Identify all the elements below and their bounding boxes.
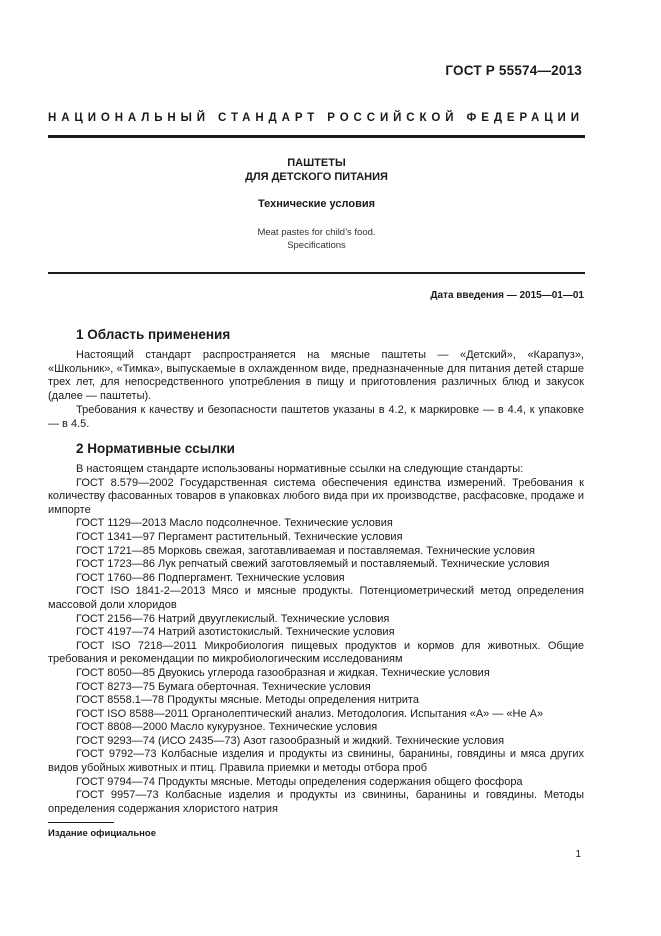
reference-item: ГОСТ ISO 7218—2011 Микробиология пищевых продуктов и кормов для животных. Общие требования и рекомендации по микробиологическим исследованиям bbox=[48, 639, 584, 666]
footer-divider bbox=[48, 822, 114, 823]
references-intro: В настоящем стандарте использованы нормативные ссылки на следующие стандарты: bbox=[76, 463, 524, 475]
reference-item: ГОСТ ISO 8588—2011 Органолептический анализ. Методология. Испытания «А» — «Не А» bbox=[76, 707, 544, 720]
reference-item: ГОСТ ISO 1841-2—2013 Мясо и мясные продукты. Потенциометрический метод определения массовой доли хлоридов bbox=[48, 585, 584, 611]
section1-paragraph1 bbox=[48, 349, 584, 403]
reference-item: ГОСТ 8808—2000 Масло кукурузное. Технические условия bbox=[76, 721, 378, 734]
edition-note: Издание официальное bbox=[48, 828, 156, 839]
introduction-date: Дата введения — 2015—01—01 bbox=[430, 290, 584, 301]
reference-item: ГОСТ 8050—85 Двуокись углерода газообразная и жидкая. Технические условия bbox=[76, 666, 490, 679]
section2-heading: 2 Нормативные ссылки bbox=[76, 441, 235, 456]
reference-item: ГОСТ 2156—76 Натрий двууглекислый. Технические условия bbox=[76, 612, 390, 625]
document-title-line2: ДЛЯ ДЕТСКОГО ПИТАНИЯ bbox=[245, 171, 388, 183]
reference-item: ГОСТ 8273—75 Бумага оберточная. Технические условия bbox=[76, 680, 371, 693]
national-standard-banner: НАЦИОНАЛЬНЫЙ СТАНДАРТ РОССИЙСКОЙ ФЕДЕРАЦИИ bbox=[48, 112, 584, 124]
section1-paragraph2 bbox=[48, 404, 584, 431]
english-title-line2: Specifications bbox=[287, 240, 346, 251]
references-list bbox=[48, 463, 584, 816]
top-divider bbox=[48, 135, 585, 138]
section1-paragraph2-text: Требования к качеству и безопасности паштетов указаны в 4.2, к маркировке — в 4.4, к упаковке — в 4.5. bbox=[48, 404, 584, 430]
reference-item: ГОСТ 4197—74 Натрий азотистокислый. Технические условия bbox=[76, 626, 395, 639]
reference-item: ГОСТ 8558.1—78 Продукты мясные. Методы определения нитрита bbox=[76, 694, 419, 707]
reference-item: ГОСТ 1341—97 Пергамент растительный. Технические условия bbox=[76, 530, 403, 543]
english-title-line1: Meat pastes for child’s food. bbox=[257, 227, 376, 238]
document-subtitle: Технические условия bbox=[257, 198, 376, 210]
reference-item: ГОСТ 9794—74 Продукты мясные. Методы определения содержания общего фосфора bbox=[76, 775, 523, 788]
middle-divider bbox=[48, 272, 585, 274]
page-number: 1 bbox=[575, 849, 581, 860]
document-title-line1: ПАШТЕТЫ bbox=[287, 157, 346, 169]
reference-item: ГОСТ 9293—74 (ИСО 2435—73) Азот газообразный и жидкий. Технические условия bbox=[76, 734, 505, 747]
section1-paragraph1-text: Настоящий стандарт распространяется на мясные паштеты — «Детский», «Карапуз», «Школьник», «Тимка», выпускаемые в охлажденном виде, предназначенные для питания детей старше трех лет, для непосредственного употребления в пищу и приготовления различных блюд и закусок (далее — паштеты). bbox=[48, 349, 584, 402]
section1-heading: 1 Область применения bbox=[76, 327, 231, 342]
reference-item: ГОСТ 9792—73 Колбасные изделия и продукты из свинины, баранины, говядины и мяса других видов убойных животных и птиц. Правила приемки и методы отбора проб bbox=[48, 748, 584, 775]
reference-item: ГОСТ 8.579—2002 Государственная система обеспечения единства измерений. Требования к количеству фасованных товаров в упаковках любого вида при их производстве, расфасовке, продаже и импорте bbox=[48, 476, 584, 516]
reference-item: ГОСТ 1723—86 Лук репчатый свежий заготовляемый и поставляемый. Технические условия bbox=[76, 558, 550, 571]
reference-item: ГОСТ 9957—73 Колбасные изделия и продукты из свинины, баранины и говядины. Методы определения содержания хлористого натрия bbox=[48, 789, 584, 815]
reference-item: ГОСТ 1721—85 Морковь свежая, заготавливаемая и поставляемая. Технические условия bbox=[76, 544, 535, 557]
reference-item: ГОСТ 1129—2013 Масло подсолнечное. Технические условия bbox=[76, 517, 393, 530]
standard-code: ГОСТ Р 55574—2013 bbox=[445, 63, 582, 78]
reference-item: ГОСТ 1760—86 Подпергамент. Технические условия bbox=[76, 571, 345, 584]
